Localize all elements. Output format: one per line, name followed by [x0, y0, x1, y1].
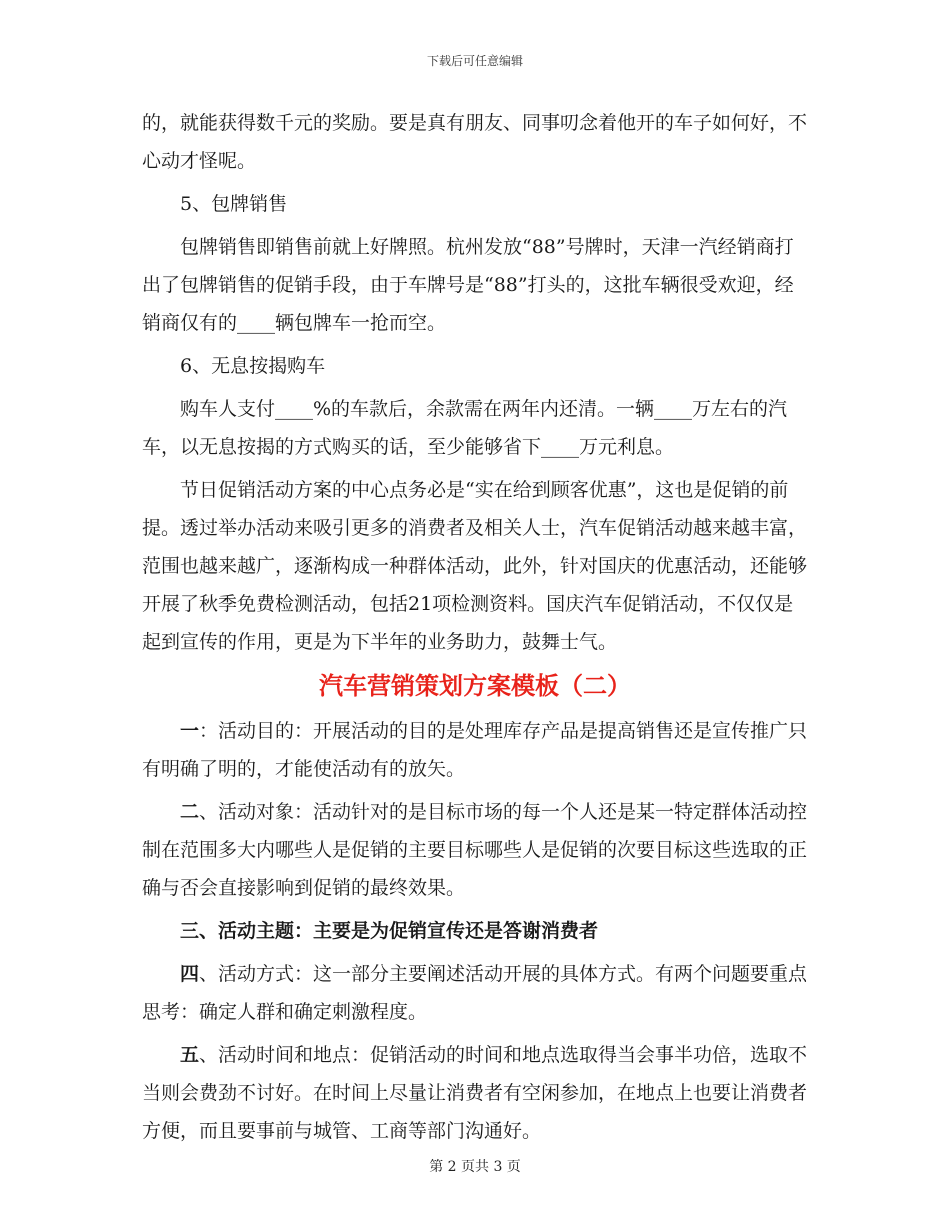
document-body — [142, 104, 808, 1155]
paragraph-continuation: 的，就能获得数千元的奖励。要是真有朋友、同事叨念着他开的车子如何好，不心动才怪呢。 — [142, 112, 808, 172]
paragraph-plate-sales: 包牌销售即销售前就上好牌照。杭州发放“88”号牌时，天津一汽经销商打出了包牌销售的促销手段，由于车牌号是“88”打头的，这批车辆很受欢迎，经销商仅有的____辆包牌车一抢而空。 — [142, 236, 794, 334]
section-4-label: 四 — [180, 963, 200, 985]
section-5 — [142, 1036, 808, 1150]
section-title: 汽车营销策划方案模板（二） — [319, 671, 631, 700]
section-1-label: 一 — [180, 720, 200, 742]
subheading-5: 5、包牌销售 — [180, 193, 288, 215]
page-footer: 第 2 页共 3 页 — [429, 1159, 521, 1175]
section-4-text: 、活动方式：这一部分主要阐述活动开展的具体方式。有两个问题要重点思考：确定人群和确定刺激程度。 — [142, 963, 808, 1023]
section-2-text: 、活动对象：活动针对的是目标市场的每一个人还是某一特定群体活动控制在范围多大内哪些人是促销的主要目标哪些人是促销的次要目标这些选取的正确与否会直接影响到促销的最终效果。 — [142, 801, 808, 899]
section-2 — [142, 793, 808, 907]
section-2-label: 二 — [180, 801, 200, 823]
section-5-label: 五 — [180, 1044, 200, 1066]
section-3: 三、活动主题：主要是为促销宣传还是答谢消费者 — [180, 920, 599, 942]
page-header: 下载后可任意编辑 — [426, 54, 523, 68]
paragraph-holiday-promo: 节日促销活动方案的中心点务必是“实在给到顾客优惠”，这也是促销的前提。透过举办活动来吸引更多的消费者及相关人士，汽车促销活动越来越丰富，范围也越来越广，逐渐构成一种群体活动，此外，针对国庆的优惠活动，还能够开展了秋季免费检测活动，包括21项检测资料。国庆汽车促销活动，不仅仅是起到宣传的作用，更是为下半年的业务助力，鼓舞士气。 — [142, 479, 808, 653]
section-5-text: 、活动时间和地点：促销活动的时间和地点选取得当会事半功倍，选取不当则会费劲不讨好。在时间上尽量让消费者有空闲参加，在地点上也要让消费者方便，而且要事前与城管、工商等部门沟通好。 — [142, 1044, 808, 1142]
section-1 — [142, 712, 808, 788]
section-4 — [142, 955, 808, 1031]
paragraph-interest-free: 购车人支付____%的车款后，余款需在两年内还清。一辆____万左右的汽车，以无息按揭的方式购买的话，至少能够省下____万元利息。 — [142, 398, 788, 458]
subheading-6: 6、无息按揭购车 — [180, 355, 326, 377]
section-1-text: ：活动目的：开展活动的目的是处理库存产品是提高销售还是宣传推广只有明确了明的，才能使活动有的放矢。 — [142, 720, 808, 780]
